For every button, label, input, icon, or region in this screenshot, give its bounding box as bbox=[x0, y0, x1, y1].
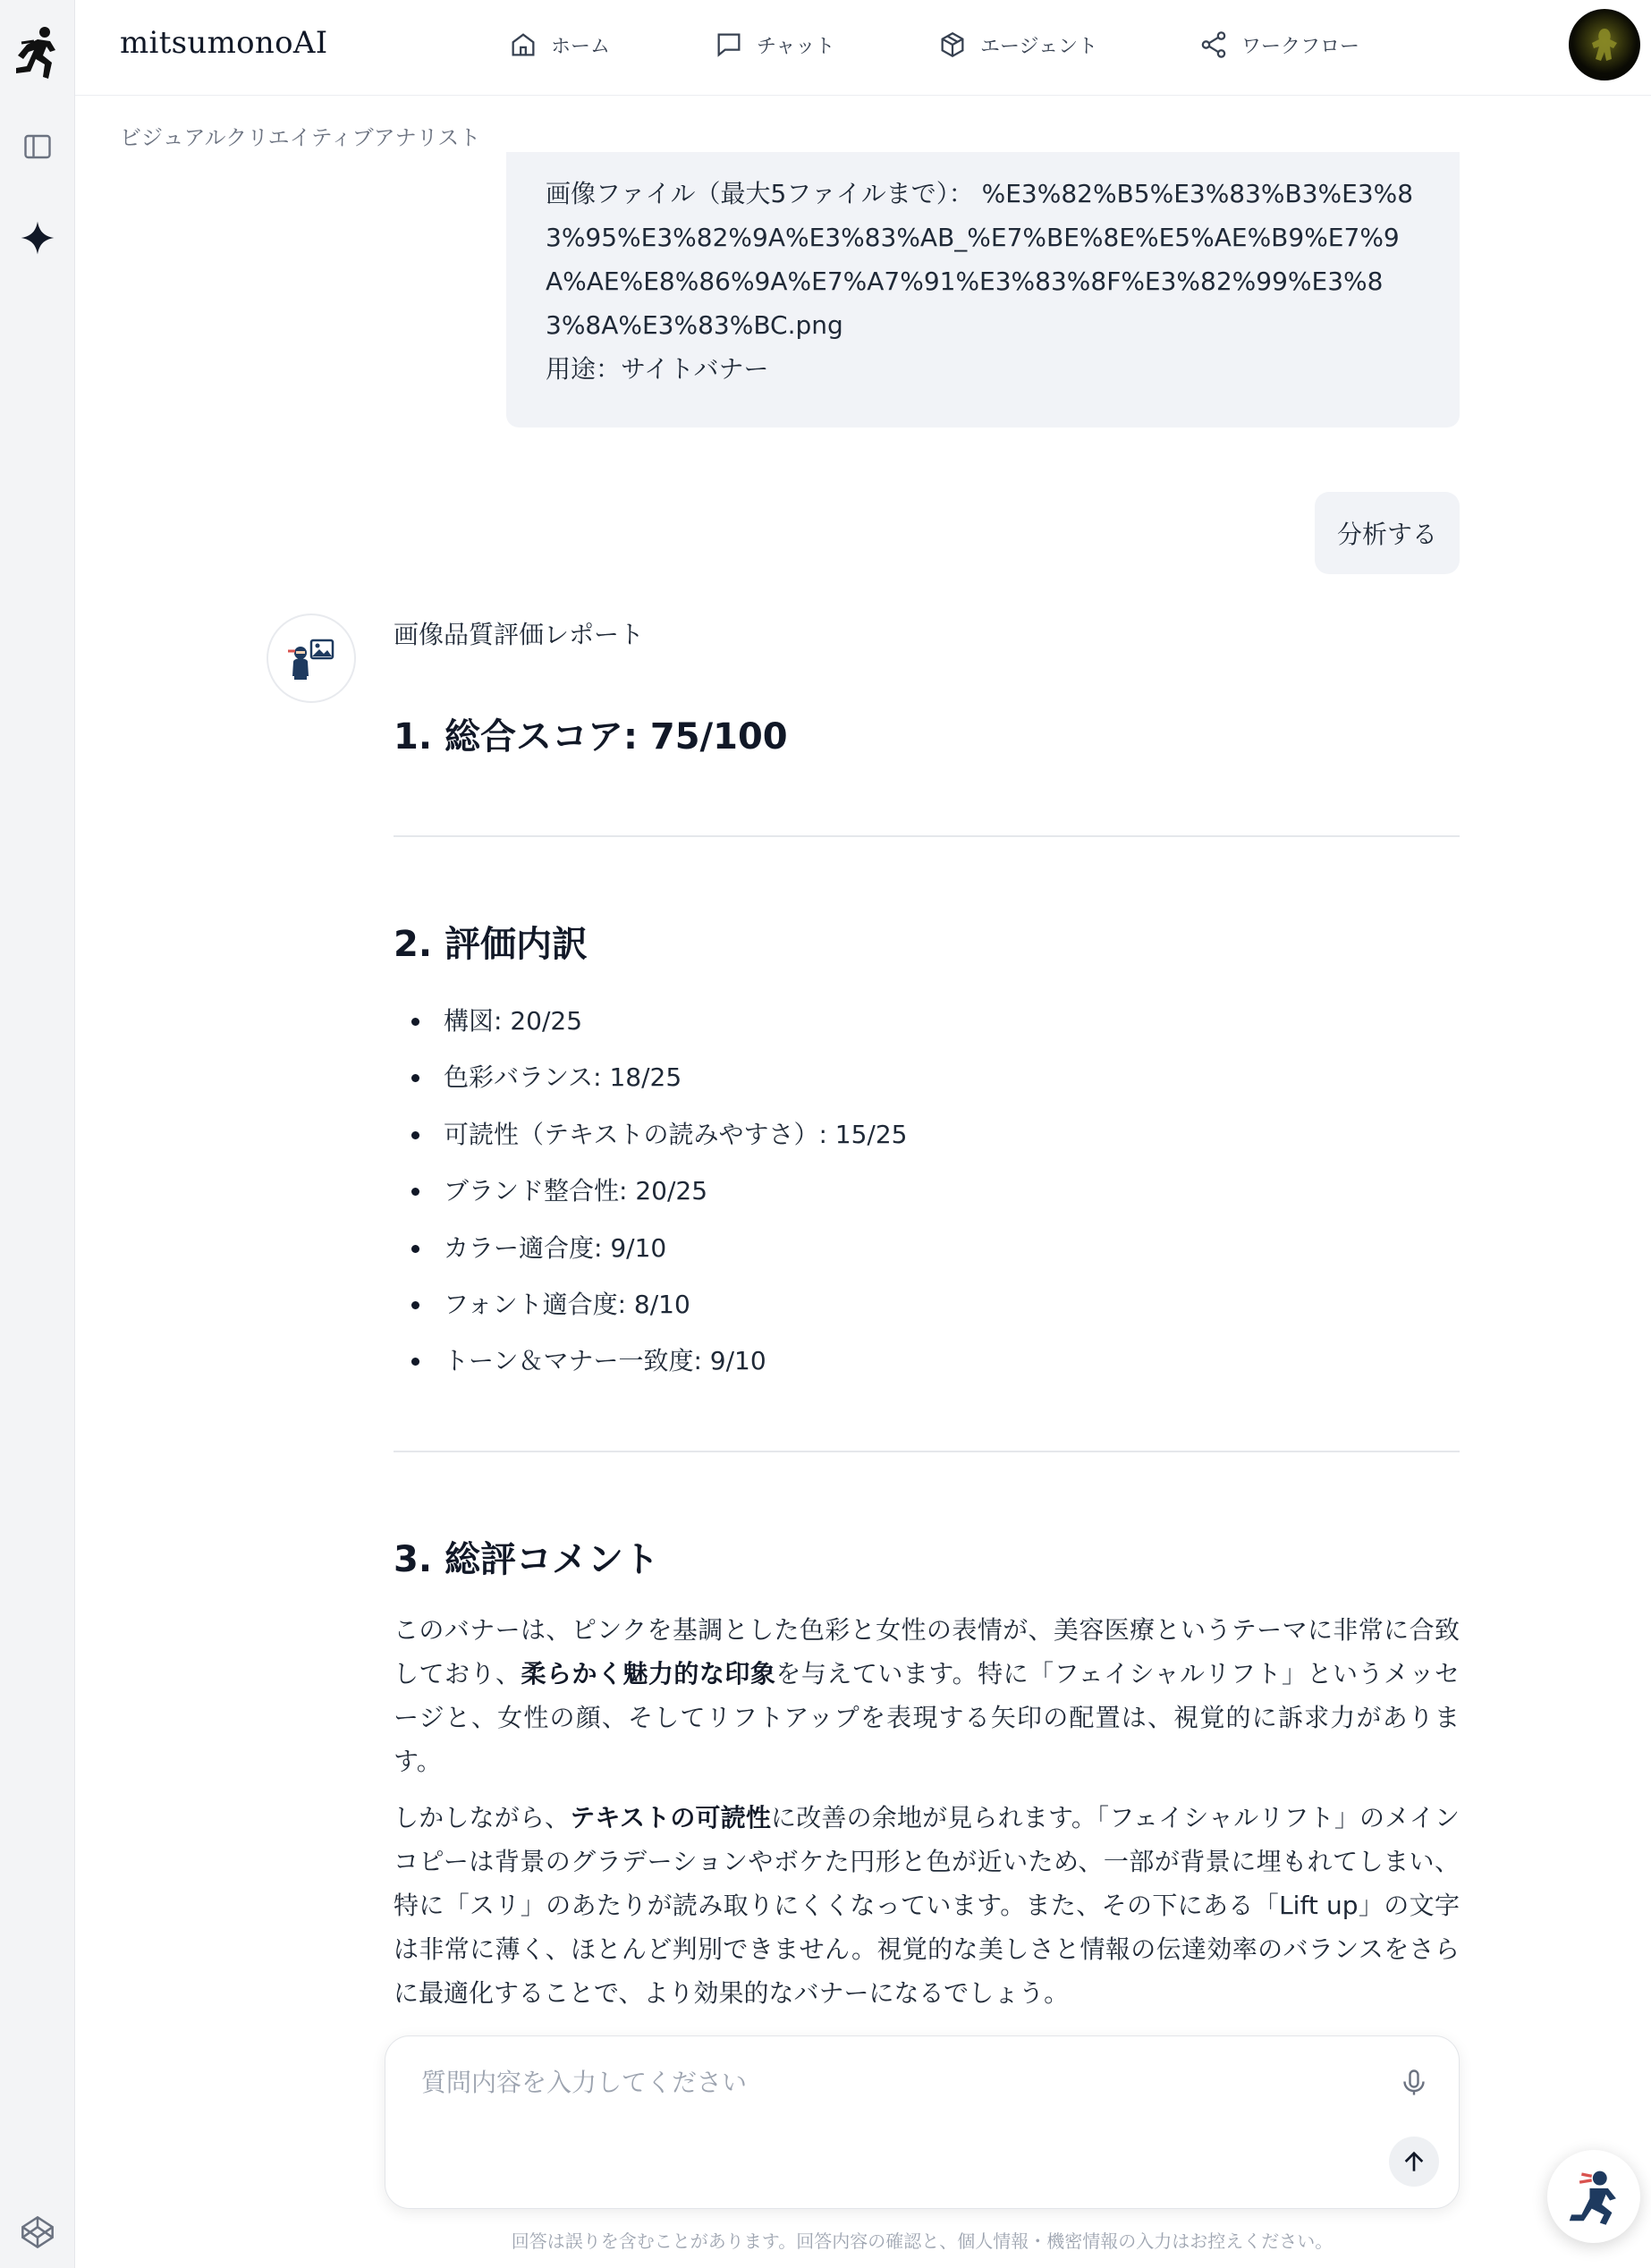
list-item: 色彩バランス: 18/25 bbox=[394, 1049, 1460, 1105]
disclaimer: 回答は誤りを含むことがあります。回答内容の確認と、個人情報・機密情報の入力はお控えください。 bbox=[511, 2230, 1334, 2252]
score-heading: 1. 総合スコア: 75/100 bbox=[394, 716, 788, 757]
assistant-name: ビジュアルクリエイティブアナリスト bbox=[120, 125, 481, 150]
chat-input-box bbox=[385, 2035, 1460, 2209]
file-label: 画像ファイル（最大5ファイルまで）： bbox=[546, 179, 974, 208]
question-input[interactable] bbox=[421, 2063, 1334, 2117]
divider bbox=[394, 835, 1460, 837]
floating-ninja-button[interactable] bbox=[1547, 2150, 1640, 2243]
runner-logo-icon[interactable] bbox=[11, 23, 64, 82]
chat-icon bbox=[714, 30, 744, 60]
bold-text: 柔らかく魅力的な印象 bbox=[521, 1659, 776, 1688]
left-rail bbox=[0, 0, 75, 2268]
share-icon bbox=[1198, 30, 1229, 60]
user-message-file bbox=[506, 152, 1460, 427]
nav-chat-label: チャット bbox=[757, 35, 835, 58]
nav-workflow[interactable] bbox=[1198, 25, 1359, 64]
nav-chat[interactable] bbox=[714, 25, 834, 64]
text-segment: しかしながら、 bbox=[394, 1803, 571, 1832]
report-title: 画像品質評価レポート bbox=[394, 620, 645, 649]
list-item: トーン＆マナー一致度: 9/10 bbox=[394, 1333, 1460, 1389]
assistant-avatar bbox=[267, 614, 356, 703]
brand-name[interactable]: mitsumonoAI bbox=[120, 25, 328, 61]
breakdown-heading: 2. 評価内訳 bbox=[394, 924, 588, 965]
list-item: 可読性（テキストの読みやすさ）: 15/25 bbox=[394, 1106, 1460, 1163]
text-segment: このバナーは、ピンクを基調とした色彩と女性の表情が、美容医療というテーマに非常に合致しており、 bbox=[394, 1615, 1460, 1688]
list-item: カラー適合度: 9/10 bbox=[394, 1220, 1460, 1276]
comment-heading: 3. 総評コメント bbox=[394, 1539, 659, 1580]
microphone-icon[interactable] bbox=[1393, 2061, 1435, 2104]
breakdown-list bbox=[394, 993, 1460, 1390]
arrow-up-icon bbox=[1400, 2147, 1428, 2176]
ninja-analyst-icon bbox=[284, 631, 338, 685]
file-info-text bbox=[546, 172, 1420, 347]
divider bbox=[394, 1451, 1460, 1452]
comment-paragraph-2 bbox=[394, 1796, 1460, 2015]
nav-workflow-label: ワークフロー bbox=[1241, 35, 1360, 58]
sparkle-icon[interactable] bbox=[16, 216, 59, 259]
send-button[interactable] bbox=[1389, 2137, 1439, 2187]
nav-home[interactable] bbox=[508, 25, 610, 64]
codepen-icon[interactable] bbox=[18, 2213, 57, 2252]
home-icon bbox=[508, 30, 538, 60]
file-name: %E3%82%B5%E3%83%B3%E3%83%95%E3%82%9A%E3%83%AB_%E7%BE%8E%E5%AE%B9%E7%9A%AE%E8%86%9A%E7%A7%91%E3%83%8F%E3%82%99%E3%83%8A%E3%83%BC.png bbox=[546, 179, 1414, 340]
user-message-analyze: 分析する bbox=[1315, 492, 1460, 574]
usage-text: 用途：サイトバナー bbox=[546, 354, 769, 384]
list-item: 構図: 20/25 bbox=[394, 993, 1460, 1049]
nav-agent[interactable] bbox=[937, 25, 1097, 64]
nav-agent-label: エージェント bbox=[980, 35, 1098, 58]
comment-paragraph-1 bbox=[394, 1608, 1460, 1783]
ninja-runner-icon bbox=[1563, 2166, 1624, 2227]
top-header bbox=[75, 0, 1651, 96]
list-item: ブランド整合性: 20/25 bbox=[394, 1163, 1460, 1219]
user-avatar[interactable] bbox=[1569, 9, 1640, 80]
nav-home-label: ホーム bbox=[551, 35, 611, 58]
cube-icon bbox=[937, 30, 968, 60]
sidebar-toggle-icon[interactable] bbox=[16, 125, 59, 168]
text-segment: に改善の余地が見られます。「フェイシャルリフト」のメインコピーは背景のグラデーションやボケた円形と色が近いため、一部が背景に埋もれてしまい、特に「スリ」のあたりが読み取りにくくなっています。また、その下にある「Lift up」の文字は非常に薄く、ほとんど判別できません。視覚的な美しさと情報の伝達効率のバランスをさらに最適化することで、より効果的なバナーになるでしょう。 bbox=[394, 1803, 1460, 2008]
bold-text: テキストの可読性 bbox=[570, 1803, 772, 1832]
list-item: フォント適合度: 8/10 bbox=[394, 1276, 1460, 1333]
text-segment: を与えています。特に「フェイシャルリフト」というメッセージと、女性の顔、そしてリフトアップを表現する矢印の配置は、視覚的に訴求力があります。 bbox=[394, 1659, 1460, 1776]
